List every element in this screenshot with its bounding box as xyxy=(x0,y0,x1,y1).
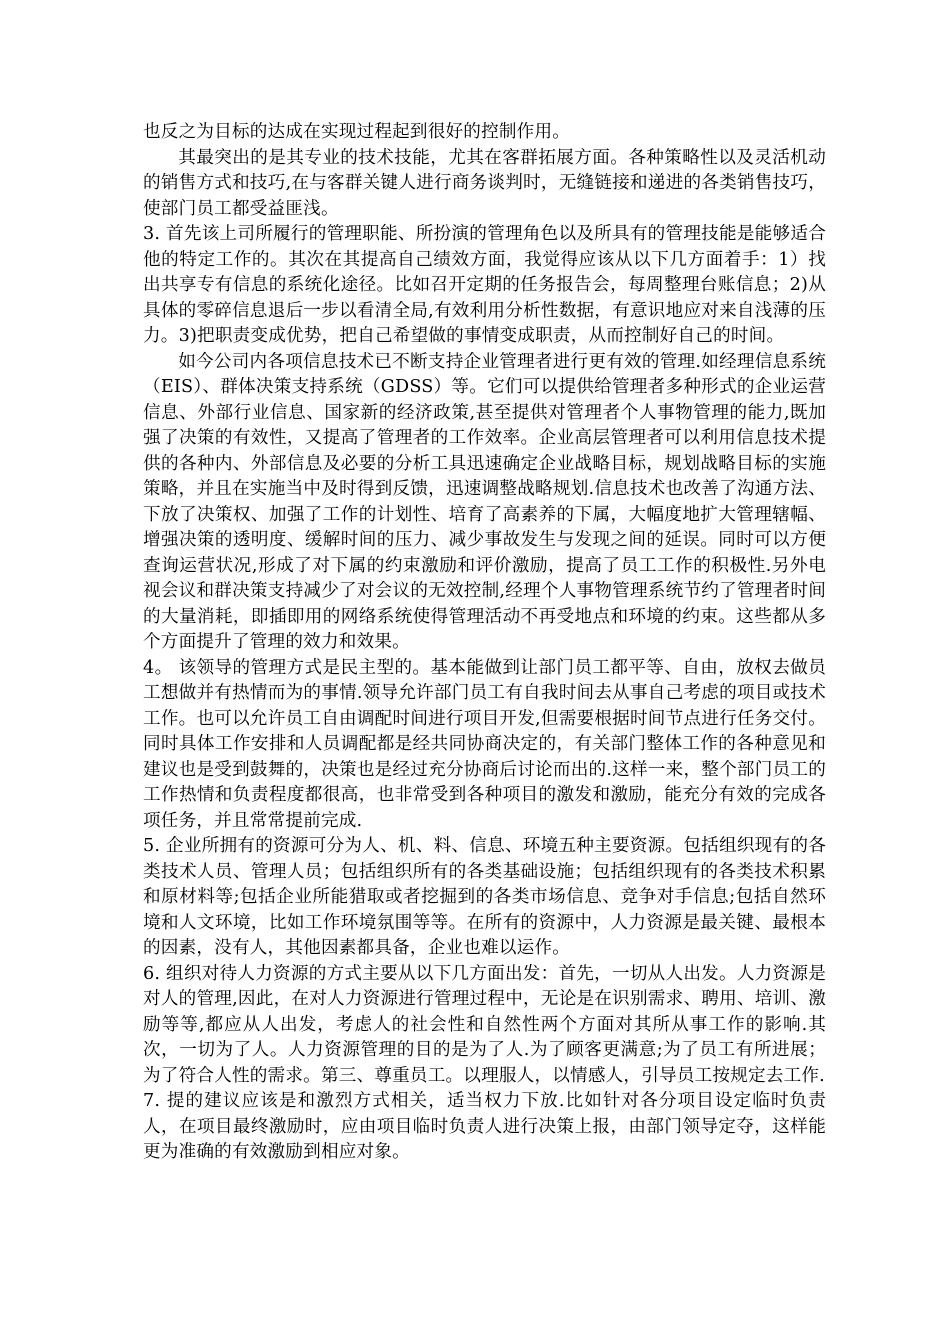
paragraph-3: 3. 首先该上司所履行的管理职能、所扮演的管理角色以及所具有的管理技能是能够适合他的特定工作的。其次在其提高自己绩效方面，我觉得应该从以下几方面着手：1）找出共享专有信息的系统化途径。比如召开定期的任务报告会，每周整理台账信息；2)从具体的零碎信息退后一步以看清全局,有效利用分析性数据，有意识地应对来自浅薄的压力。3)把职责变成优势，把自己希望做的事情变成职责，从而控制好自己的时间。 xyxy=(143,224,826,346)
paragraph-2: 其最突出的是其专业的技术技能，尤其在客群拓展方面。各种策略性以及灵活机动的销售方式和技巧,在与客群关键人进行商务谈判时，无缝链接和递进的各类销售技巧，使部门员工都受益匪浅。 xyxy=(143,147,826,219)
paragraph-8: 7. 提的建议应该是和激烈方式相关，适当权力下放.比如针对各分项目设定临时负责人，在项目最终激励时，应由项目临时负责人进行决策上报，由部门领导定夺，这样能更为准确的有效激励到相应对象。 xyxy=(143,1091,826,1162)
paragraph-1: 也反之为目标的达成在实现过程起到很好的控制作用。 xyxy=(143,122,571,142)
paragraph-4: 如今公司内各项信息技术已不断支持企业管理者进行更有效的管理.如经理信息系统（EIS）、群体决策支持系统（GDSS）等。它们可以提供给管理者多种形式的企业运营信息、外部行业信息、国家新的经济政策,甚至提供对管理者个人事物管理的能力,既加强了决策的有效性，又提高了管理者的工作效率。企业高层管理者可以利用信息技术提供的各种内、外部信息及必要的分析工具迅速确定企业战略目标，规划战略目标的实施策略，并且在实施当中及时得到反馈，迅速调整战略规划.信息技术也改善了沟通方法、下放了决策权、加强了工作的计划性、培育了高素养的下属，大幅度地扩大管理辖幅、增强决策的透明度、缓解时间的压力、减少事故发生与发现之间的延误。同时可以方便查询运营状况,形成了对下属的约束激励和评价激励，提高了员工工作的积极性.另外电视会议和群决策支持减少了对会议的无效控制,经理个人事物管理系统节约了管理者时间的大量消耗，即插即用的网络系统使得管理活动不再受地点和环境的约束。这些都从多个方面提升了管理的效力和效果。 xyxy=(143,351,826,652)
paragraph-5: 4。 该领导的管理方式是民主型的。基本能做到让部门员工都平等、自由，放权去做员工想做并有热情而为的事情.领导允许部门员工有自我时间去从事自己考虑的项目或技术工作。也可以允许员工自由调配时间进行项目开发,但需要根据时间节点进行任务交付。同时具体工作安排和人员调配都是经共同协商决定的，有关部门整体工作的各种意见和建议也是受到鼓舞的，决策也是经过充分协商后讨论而出的.这样一来，整个部门员工的工作热情和负责程度都很高，也非常受到各种项目的激发和激励，能充分有效的完成各项任务，并且常常提前完成. xyxy=(143,657,826,831)
document-body xyxy=(143,120,826,1166)
paragraph-7: 6. 组织对待人力资源的方式主要从以下几方面出发：首先，一切从人出发。人力资源是对人的管理,因此，在对人力资源进行管理过程中，无论是在识别需求、聘用、培训、激励等等,都应从人出发，考虑人的社会性和自然性两个方面对其所从事工作的影响.其次，一切为了人。人力资源管理的目的是为了人.为了顾客更满意;为了员工有所进展；为了符合人性的需求。第三、尊重员工。以理服人，以情感人，引导员工按规定去工作. xyxy=(143,963,826,1086)
paragraph-6: 5. 企业所拥有的资源可分为人、机、料、信息、环境五种主要资源。包括组织现有的各类技术人员、管理人员；包括组织所有的各类基础设施；包括组织现有的各类技术积累和原材料等;包括企业所能猎取或者挖掘到的各类市场信息、竞争对手信息;包括自然环境和人文环境，比如工作环境氛围等等。在所有的资源中，人力资源是最关键、最根本的因素，没有人，其他因素都具备，企业也难以运作。 xyxy=(143,836,826,958)
